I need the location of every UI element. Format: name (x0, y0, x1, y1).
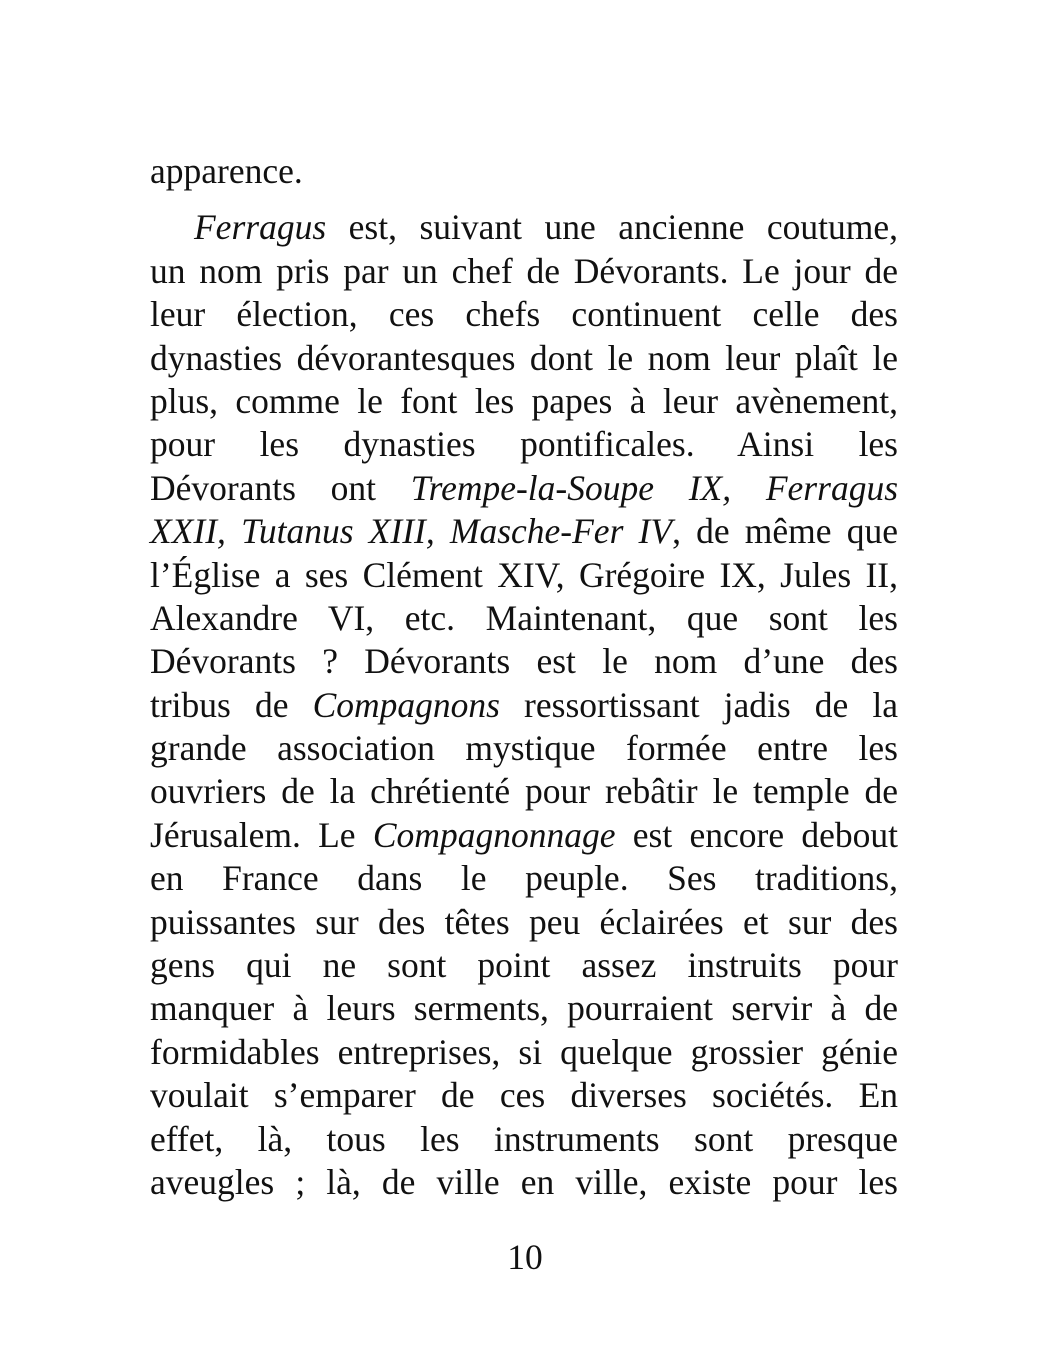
text-line (150, 727, 898, 770)
text-line (150, 640, 898, 683)
text-run: , de même que (672, 511, 898, 552)
text-line (150, 337, 898, 380)
text-run: Jérusalem. Le (150, 814, 373, 855)
text-run: est encore debout (615, 814, 898, 855)
text-line (150, 467, 898, 510)
text-run: est, suivant une ancienne coutume, (326, 207, 898, 248)
text-line (150, 206, 898, 249)
text-run: pour les dynasties pontificales. Ainsi les (150, 424, 898, 465)
italic-text: Trempe-la-Soupe IX, Ferragus (410, 467, 899, 508)
text-run: tribus de (150, 684, 313, 725)
text-run: dynasties dévorantesques dont le nom leur plaît le (150, 337, 898, 378)
text-run: plus, comme le font les papes à leur avènement, (150, 380, 898, 421)
text-line (150, 944, 898, 987)
text-run: ressortissant jadis de la (499, 684, 898, 725)
text-run: puissantes sur des têtes peu éclairées et sur des (150, 901, 898, 942)
body-text (150, 150, 898, 1204)
text-line (150, 814, 898, 857)
text-run: Dévorants ont (150, 467, 411, 508)
text-line (150, 597, 898, 640)
text-run: manquer à leurs serments, pourraient servir à de (150, 988, 898, 1029)
text-run: grande association mystique formée entre les (150, 728, 898, 769)
text-line (150, 987, 898, 1030)
text-run: aveugles ; là, de ville en ville, existe pour les (150, 1161, 898, 1202)
text-run: formidables entreprises, si quelque grossier génie (150, 1031, 898, 1072)
text-line (150, 1118, 898, 1161)
italic-text: Compagnonnage (372, 814, 616, 855)
text-line (150, 770, 898, 813)
text-run: en France dans le peuple. Ses traditions, (150, 858, 898, 899)
text-line (150, 1161, 898, 1204)
text-line (150, 293, 898, 336)
continuation-line: apparence. (150, 151, 303, 191)
text-line (150, 423, 898, 466)
text-line (150, 250, 898, 293)
italic-text: Compagnons (312, 684, 500, 725)
text-line (150, 510, 898, 553)
paragraph (150, 206, 898, 1204)
text-run: gens qui ne sont point assez instruits pour (150, 945, 898, 986)
text-run: effet, là, tous les instruments sont presque (150, 1118, 898, 1159)
text-run: un nom pris par un chef de Dévorants. Le jour de (150, 250, 898, 291)
text-line (150, 554, 898, 597)
text-line (150, 1074, 898, 1117)
text-run: l’Église a ses Clément XIV, Grégoire IX, Jules II, (150, 554, 898, 595)
text-line (150, 380, 898, 423)
italic-text: XXII, Tutanus XIII, Masche-Fer IV (150, 511, 673, 552)
text-line (150, 684, 898, 727)
italic-text: Ferragus (194, 207, 327, 248)
text-run: Dévorants ? Dévorants est le nom d’une des (150, 641, 898, 682)
text-line (150, 857, 898, 900)
text-run: ouvriers de la chrétienté pour rebâtir le temple de (150, 771, 898, 812)
text-line (150, 901, 898, 944)
page-number: 10 (507, 1237, 543, 1277)
text-run: voulait s’emparer de ces diverses sociétés. En (150, 1075, 898, 1116)
text-run: Alexandre VI, etc. Maintenant, que sont les (150, 597, 898, 638)
text-run: leur élection, ces chefs continuent celle des (150, 294, 898, 335)
text-line (150, 1031, 898, 1074)
